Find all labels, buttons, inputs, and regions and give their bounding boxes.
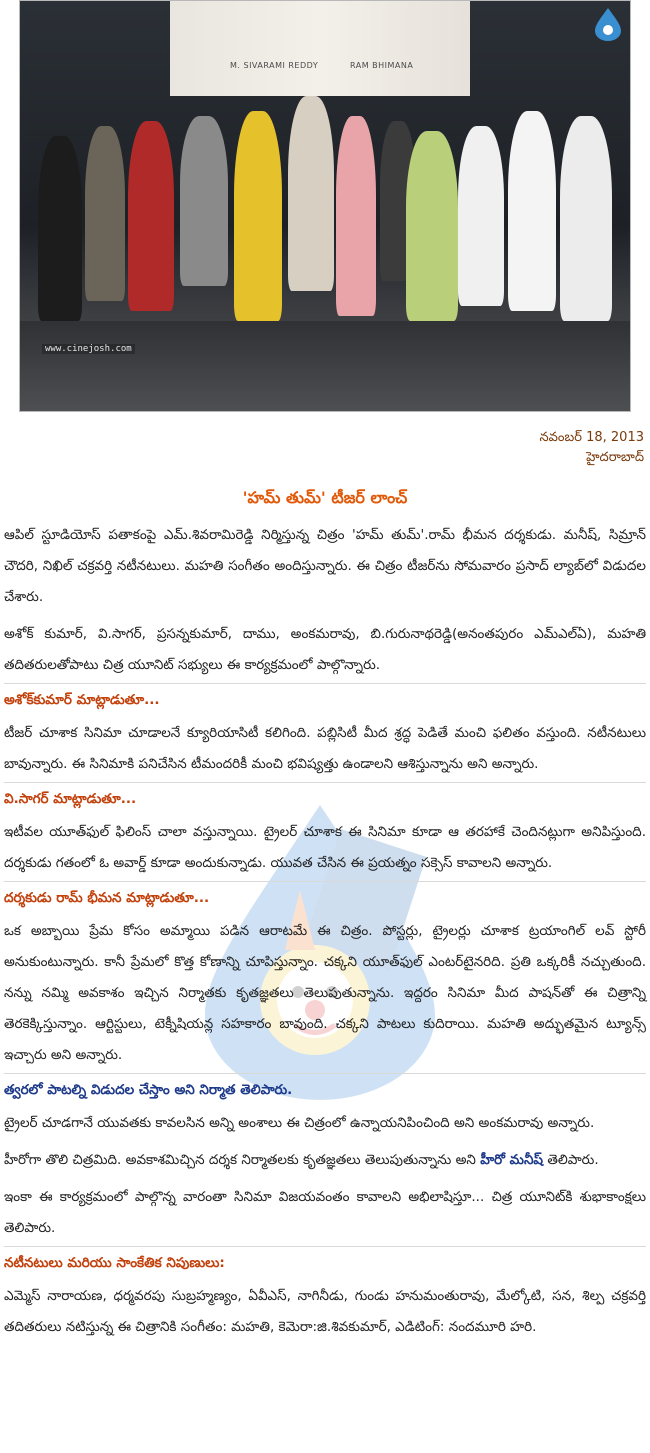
movie-poster-backdrop — [170, 1, 470, 96]
paragraph-ankamarao: ట్రైలర్ చూడగానే యువతకు కావలసిన అన్ని అంశాలు ఈ చిత్రంలో ఉన్నాయనిపించింది అని అంకమరావు అన్నారు. — [4, 1115, 595, 1131]
photo-watermark: www.cinejosh.com — [42, 344, 135, 354]
hero-text-c: తెలిపారు. — [543, 1152, 599, 1168]
subhead-producer: త్వరలో పాటల్ని విడుదల చేస్తాం అని నిర్మాత తెలిపారు. — [4, 1082, 293, 1098]
paragraph-ashok-kumar: టీజర్ చూశాక సినిమా చూడాలనే క్యూరియాసిటీ కలిగింది. పబ్లిసిటీ మీద శ్రద్ధ పెడితే మంచి ఫలితం వస్తుంది. నటీనటులు బావున్నారు. ఈ సినిమాకి పనిచేసిన టీమందరికీ మంచి భవిష్యత్తు ఉండాలని ఆశిస్తున్నాను అని అన్నారు. — [4, 725, 646, 772]
site-logo-icon — [594, 7, 622, 41]
paragraph-attendees: అశోక్ కుమార్, వి.సాగర్, ప్రసన్నకుమార్, దాము, అంకమరావు, బి.గురునాథరెడ్డి(అనంతపురం ఎమ్ఎల్ఏ), మహతి తదితరులతోపాటు చిత్ర యూనిట్ సభ్యులు ఈ కార్యక్రమంలో పాల్గొన్నారు. — [4, 626, 646, 673]
article-headline: 'హమ్ తుమ్' టీజర్ లాంచ్ — [242, 488, 408, 507]
subhead-director: దర్శకుడు రామ్ భీమన మాట్లాడుతూ... — [4, 890, 210, 906]
paragraph-v-sagar: ఇటీవల యూత్‌ఫుల్ ఫిలింస్ చాలా వస్తున్నాయి. ట్రైలర్ చూశాక ఈ సినిమా కూడా ఆ తరహాకే చెందినట్లుగా అనిపిస్తుంది. దర్శకుడు గతంలో ఓ అవార్డ్ కూడా అందుకున్నాడు. యువత చేసిన ఈ ప్రయత్నం సక్సెస్ కావాలని అన్నారు. — [4, 824, 646, 871]
subhead-ashok-kumar: అశోక్‌కుమార్ మాట్లాడుతూ... — [4, 692, 160, 708]
article-body — [4, 520, 646, 1343]
stage-floor — [20, 321, 630, 411]
event-photo — [19, 0, 631, 412]
article-place: హైదరాబాద్ — [586, 450, 644, 465]
hero-text-a: హీరోగా తొలి చిత్రమిది. అవకాశమిచ్చిన దర్శక నిర్మాతలకు కృతజ్ఞతలు తెలుపుతున్నాను అని — [4, 1152, 481, 1168]
paragraph-intro: ఆపిల్ స్టూడియోస్ పతాకంపై ఎమ్.శివరామిరెడ్డి నిర్మిస్తున్న చిత్రం 'హమ్ తుమ్'.రామ్ భీమన దర్శకుడు. మనీష్, సిమ్రాన్ చౌదరి, నిఖిల్ చక్రవర్తి నటీనటులు. మహతి సంగీతం అందిస్తున్నారు. ఈ చిత్రం టీజర్‌ను సోమవారం ప్రసాద్ ల్యాబ్‌లో విడుదల చేశారు. — [4, 527, 646, 605]
divider — [4, 782, 646, 783]
poster-credit-producer: M. SIVARAMI REDDY — [230, 61, 319, 70]
people-group — [30, 86, 622, 331]
subhead-v-sagar: వి.సాగర్ మాట్లాడుతూ... — [4, 791, 137, 807]
divider — [4, 1246, 646, 1247]
poster-credit-director: RAM BHIMANA — [350, 61, 414, 70]
subhead-cast-crew: నటీనటులు మరియు సాంకేతిక నిపుణులు: — [4, 1255, 225, 1271]
paragraph-wishes: ఇంకా ఈ కార్యక్రమంలో పాల్గొన్న వారంతా సినిమా విజయవంతం కావాలని అభిలాషిస్తూ... చిత్ర యూనిట్‌కి శుభాకాంక్షలు తెలిపారు. — [4, 1189, 646, 1236]
paragraph-director: ఒక అబ్బాయి ప్రేమ కోసం అమ్మాయి పడిన ఆరాటమే ఈ చిత్రం. పోస్టర్లు, ట్రైలర్లు చూశాక ట్రయాంగిల్ లవ్ స్టోరీ అనుకుంటున్నారు. కానీ ప్రేమలో కొత్త కోణాన్ని చూపిస్తున్నాం. చక్కని యూత్‌ఫుల్ ఎంటర్‌టైనరిది. ప్రతి ఒక్కరికీ నచ్చుతుంది. నన్ను నమ్మి అవకాశం ఇచ్చిన నిర్మాతకు కృతజ్ఞతలు తెలుపుతున్నాను. ఇద్దరం సినిమా మీద పాషన్‌తో ఈ చిత్రాన్ని తెరకెక్కిస్తున్నాం. ఆర్టిస్టులు, టెక్నీషియన్ల సహకారం బావుంది. చక్కని పాటలు కుదిరాయి. మహతి అద్భుతమైన ట్యూన్స్ ఇచ్చారు అని అన్నారు. — [4, 923, 646, 1063]
divider — [4, 881, 646, 882]
paragraph-hero — [4, 1145, 646, 1176]
divider — [4, 1073, 646, 1074]
dateline — [540, 428, 644, 468]
hero-name: హీరో మనీష్ — [480, 1152, 544, 1168]
article-date: నవంబర్ 18, 2013 — [539, 430, 644, 445]
paragraph-cast-crew: ఎమ్మెస్ నారాయణ, ధర్మవరపు సుబ్రహ్మణ్యం, ఏవీఎస్, నాగినీడు, గుండు హనుమంతురావు, మేల్కోటి, సన, శిల్ప చక్రవర్తి తదితరులు నటిస్తున్న ఈ చిత్రానికి సంగీతం: మహతి, కెమెరా:జి.శివకుమార్, ఎడిటింగ్: నందమూరి హరి. — [4, 1288, 646, 1335]
divider — [4, 683, 646, 684]
